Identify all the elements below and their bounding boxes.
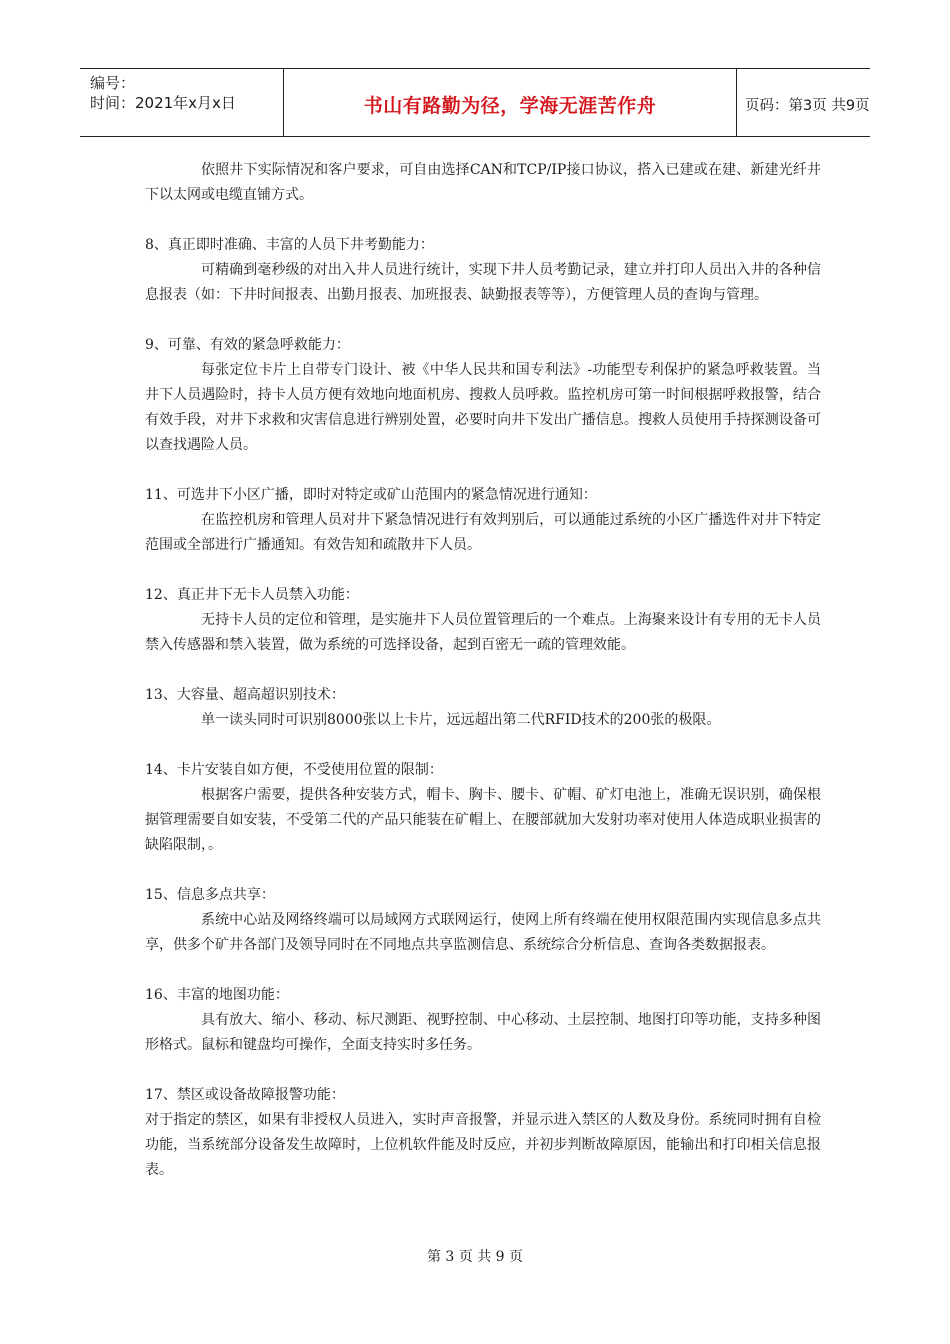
- header-meta-cell: [80, 69, 284, 136]
- section-heading: 9、可靠、有效的紧急呼救能力：: [145, 337, 350, 353]
- page-header: [80, 68, 870, 137]
- section-heading: 16、丰富的地图功能：: [145, 987, 289, 1003]
- section-body: 对于指定的禁区，如果有非授权人员进入，实时声音报警，并显示进入禁区的人数及身份。系统同时拥有自检功能，当系统部分设备发生故障时，上位机软件能及时反应，并初步判断故障原因，能输出和打印相关信息报表。: [145, 1112, 821, 1178]
- header-motto-cell: [284, 69, 737, 136]
- section-heading: 8、真正即时准确、丰富的人员下井考勤能力：: [145, 237, 434, 253]
- intro-section: [145, 158, 821, 208]
- document-number-label: 编号：: [90, 74, 136, 92]
- section-8: [145, 233, 821, 308]
- section-15: [145, 883, 821, 958]
- intro-paragraph: 依照井下实际情况和客户要求，可自由选择CAN和TCP/IP接口协议，搭入已建或在建、新建光纤井下以太网或电缆直铺方式。: [145, 162, 821, 203]
- section-heading: 13、大容量、超高超识别技术：: [145, 687, 345, 703]
- section-9: [145, 333, 821, 458]
- section-16: [145, 983, 821, 1058]
- section-12: [145, 583, 821, 658]
- header-page-code: 页码：第3页 共9页: [745, 98, 870, 114]
- document-body: [145, 158, 821, 1208]
- section-body: 在监控机房和管理人员对井下紧急情况进行有效判别后，可以通能过系统的小区广播选件对井下特定范围或全部进行广播通知。有效告知和疏散井下人员。: [145, 512, 821, 553]
- page-footer: 第 3 页 共 9 页: [426, 1249, 524, 1265]
- section-13: [145, 683, 821, 733]
- section-heading: 14、卡片安装自如方便，不受使用位置的限制：: [145, 762, 443, 778]
- section-11: [145, 483, 821, 558]
- section-body: 具有放大、缩小、移动、标尺测距、视野控制、中心移动、土层控制、地图打印等功能，支持多种图形格式。鼠标和键盘均可操作，全面支持实时多任务。: [145, 1012, 821, 1053]
- section-14: [145, 758, 821, 858]
- section-body: 根据客户需要，提供各种安装方式，帽卡、胸卡、腰卡、矿帽、矿灯电池上，准确无误识别，确保根据管理需要自如安装，不受第二代的产品只能装在矿帽上、在腰部就加大发射功率对使用人体造成职业损害的缺陷限制，。: [145, 787, 821, 853]
- header-motto: 书山有路勤为径，学海无涯苦作舟: [363, 95, 657, 117]
- document-time-label: 时间：2021年x月x日: [90, 94, 236, 112]
- section-body: 单一读头同时可识别8000张以上卡片，远远超出第二代RFID技术的200张的极限。: [201, 712, 721, 728]
- section-heading: 12、真正井下无卡人员禁入功能：: [145, 587, 359, 603]
- section-heading: 11、可选井下小区广播，即时对特定或矿山范围内的紧急情况进行通知：: [145, 487, 597, 503]
- section-heading: 17、禁区或设备故障报警功能：: [145, 1087, 345, 1103]
- section-body: 每张定位卡片上自带专门设计、被《中华人民共和国专利法》-功能型专利保护的紧急呼救装置。当井下人员遇险时，持卡人员方便有效地向地面机房、搜救人员呼救。监控机房可第一时间根据呼救报警，结合有效手段，对井下求救和灾害信息进行辨别处置，必要时向井下发出广播信息。搜救人员使用手持探测设备可以查找遇险人员。: [145, 362, 821, 453]
- section-17: [145, 1083, 821, 1183]
- section-body: 无持卡人员的定位和管理，是实施井下人员位置管理后的一个难点。上海聚来设计有专用的无卡人员禁入传感器和禁入装置，做为系统的可选择设备，起到百密无一疏的管理效能。: [145, 612, 821, 653]
- header-page-cell: [737, 69, 870, 136]
- section-heading: 15、信息多点共享：: [145, 887, 275, 903]
- section-body: 系统中心站及网络终端可以局域网方式联网运行，使网上所有终端在使用权限范围内实现信息多点共享，供多个矿井各部门及领导同时在不同地点共享监测信息、系统综合分析信息、查询各类数据报表。: [145, 912, 821, 953]
- section-body: 可精确到毫秒级的对出入井人员进行统计，实现下井人员考勤记录，建立并打印人员出入井的各种信息报表（如：下井时间报表、出勤月报表、加班报表、缺勤报表等等），方便管理人员的查询与管理。: [145, 262, 821, 303]
